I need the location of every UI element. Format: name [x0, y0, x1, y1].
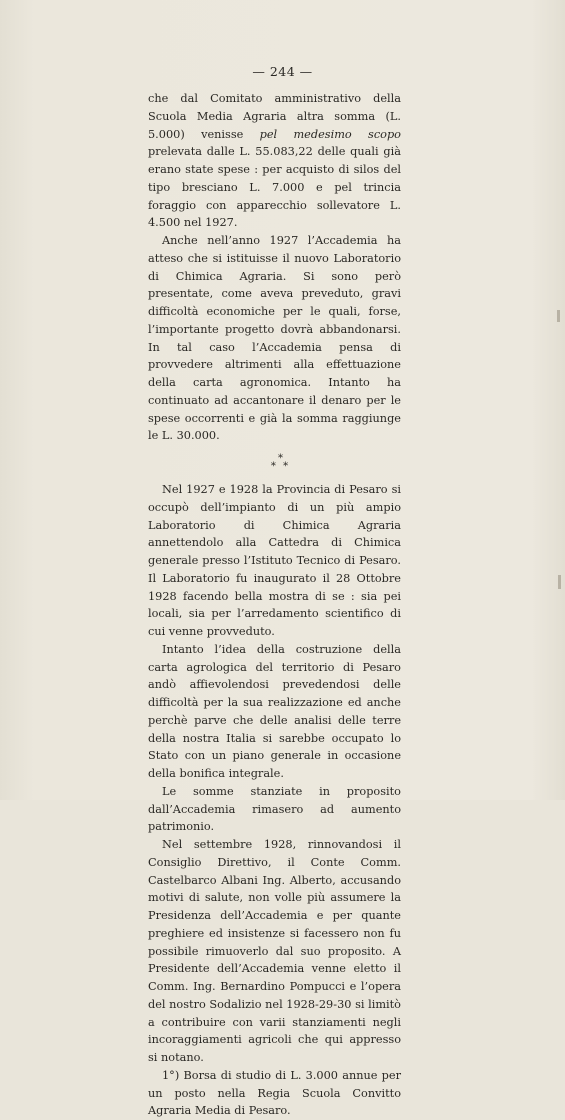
paragraph: 1°) Borsa di studio di L. 3.000 annue per un posto nella Regia Scuola Convitto Agraria Media di Pesaro.: [148, 1068, 401, 1118]
paper-mark: [557, 310, 560, 322]
body-text: [148, 90, 401, 1120]
section-asterism: * * *: [270, 453, 291, 472]
paragraph: che dal Comitato amministrativo della Scuola Media Agraria altra somma (L. 5.000) venisse pel medesimo scopo prelevata dalle L. 55.083,22 delle quali già erano state spese : per acquisto di silos del tipo bresciano L. 7.000 e pel trincia foraggio con apparecchio sollevatore L. 4.500 nel 1927.: [148, 92, 401, 230]
paragraph: Anche nell’anno 1927 l’Accademia ha atteso che si istituisse il nuovo Laboratorio di Chimica Agraria. Si sono però presentate, come aveva preveduto, gravi difficoltà economiche per le quali, forse, l’importante progetto dovrà abbandonarsi. In tal caso l’Accademia pensa di provvedere altrimenti alla effettuazione della carta agronomica. Intanto ha continuato ad accantonare il denaro per le spese occorrenti e già la somma raggiunge le L. 30.000.: [148, 234, 401, 443]
page-number: — 244 —: [252, 64, 313, 79]
paragraph: Nel 1927 e 1928 la Provincia di Pesaro si occupò dell’impianto di un più ampio Laboratorio di Chimica Agraria annettendolo alla Cattedra di Chimica generale presso l’Istituto Tecnico di Pesaro. Il Laboratorio fu inaugurato il 28 Ottobre 1928 facendo bella mostra di se : sia pei locali, sia per l’arredamento scientifico di cui venne provveduto.: [148, 483, 401, 638]
paragraph: Intanto l’idea della costruzione della carta agrologica del territorio di Pesaro andò affievolendosi prevedendosi delle difficoltà per la sua realizzazione ed anche perchè parve che delle analisi delle terre della nostra Italia si sarebbe occupato lo Stato con un piano generale in occasione della bonifica integrale.: [148, 642, 401, 780]
paper-mark: [558, 575, 561, 589]
paragraph: Nel settembre 1928, rinnovandosi il Consiglio Direttivo, il Conte Comm. Castelbarco Albani Ing. Alberto, accusando motivi di salute, non volle più assumere la Presidenza dell’Accademia e per quante preghiere ed insistenze si facessero non fu possibile rimuoverlo dal suo proposito. A Presidente dell’Accademia venne eletto il Comm. Ing. Bernardino Pompucci e l’opera del nostro Sodalizio nel 1928-29-30 si limitò a contribuire con varii stanziamenti negli incoraggiamenti agricoli che qui appresso si notano.: [148, 838, 401, 1064]
paragraph: Le somme stanziate in proposito dall’Accademia rimasero ad aumento patrimonio.: [148, 784, 401, 834]
italic-phrase: pel medesimo scopo: [259, 127, 401, 141]
